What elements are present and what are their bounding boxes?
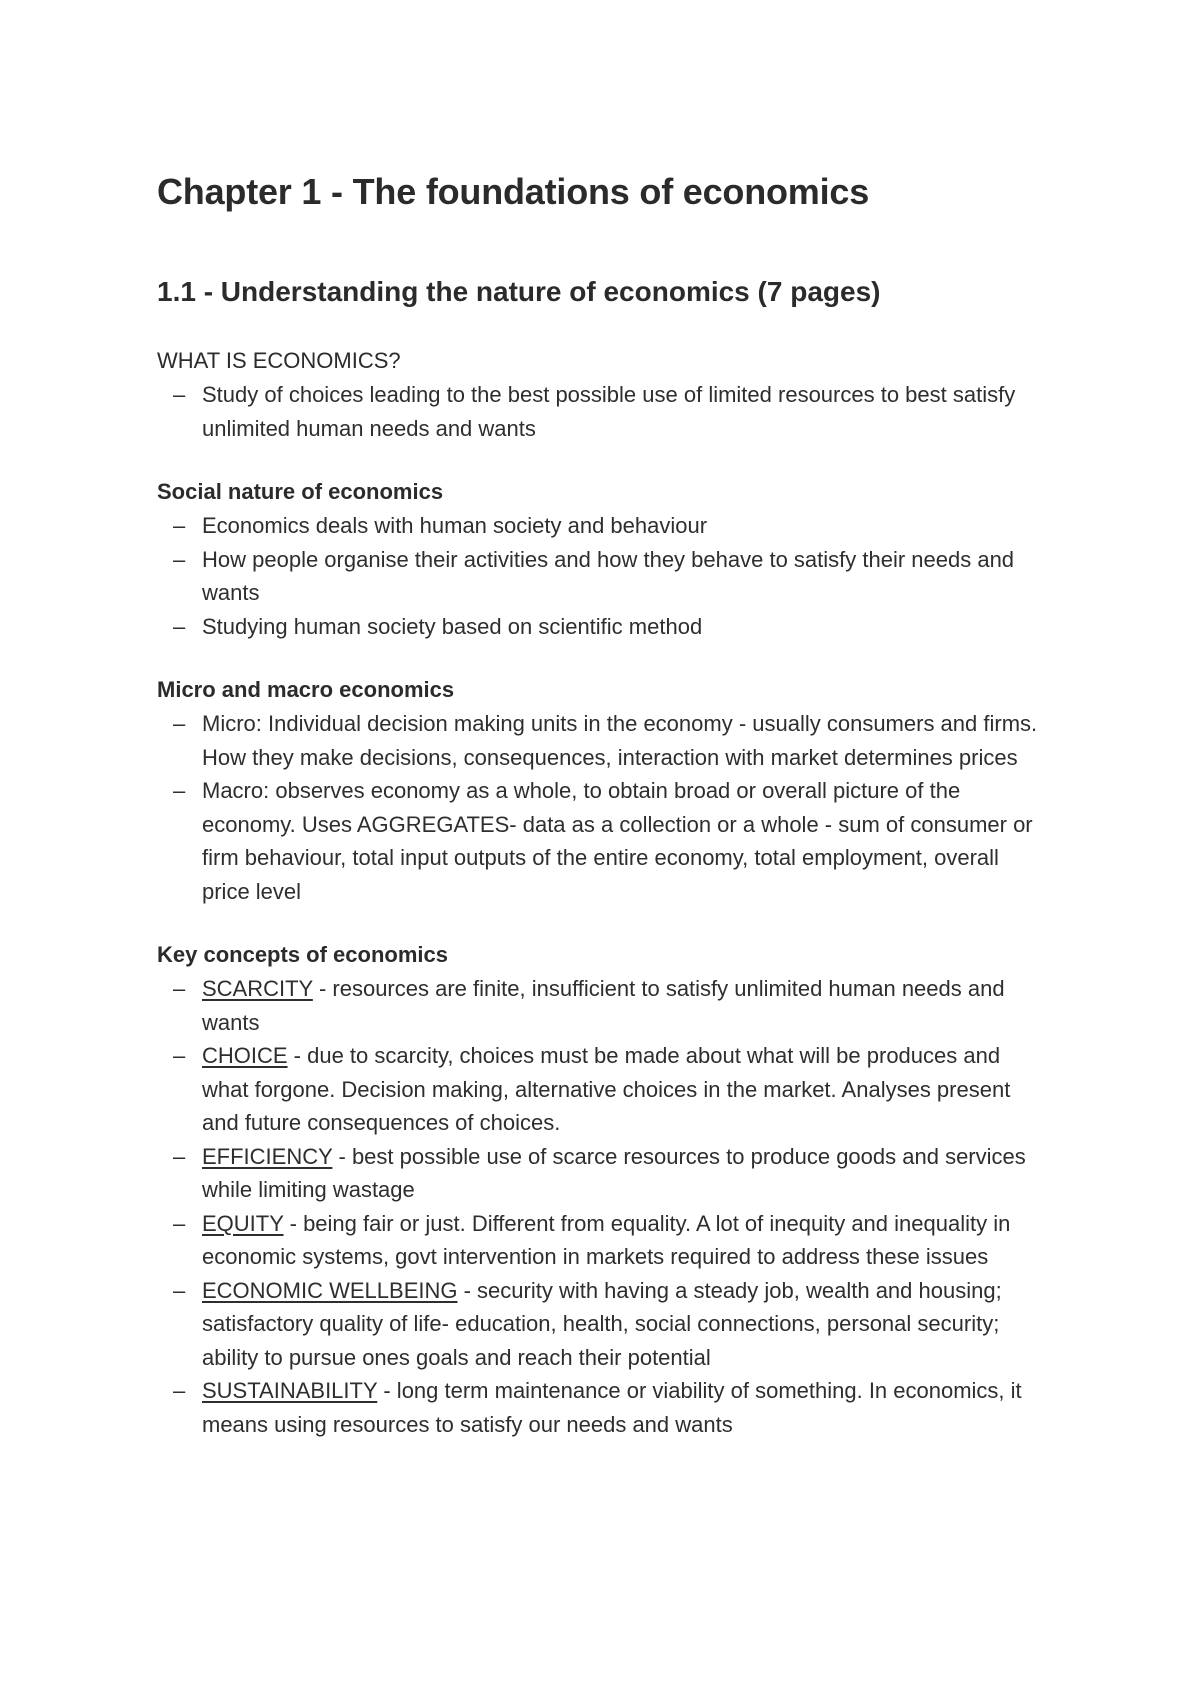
section-subtitle: 1.1 - Understanding the nature of economics (7 pages) <box>157 276 881 307</box>
concept-term: EFFICIENCY <box>202 1143 333 1169</box>
dash-bullet: – <box>173 778 186 803</box>
list-item <box>157 378 1050 445</box>
chapter-title: Chapter 1 - The foundations of economics <box>157 171 870 212</box>
list-item <box>157 707 1050 774</box>
list-item <box>157 1207 1050 1274</box>
list-item <box>157 1039 1050 1140</box>
item-text: Micro: Individual decision making units in the economy - usually consumers and firms. How they make decisions, consequences, interaction with market determines prices <box>202 711 1038 770</box>
dash-bullet: – <box>173 613 186 639</box>
dash-bullet: – <box>173 1277 186 1303</box>
concept-text: - best possible use of scarce resources to produce goods and services while limiting wastage <box>202 1143 1026 1202</box>
item-text: Economics deals with human society and behaviour <box>202 513 708 538</box>
section-heading: Social nature of economics <box>157 479 444 504</box>
concept-term: CHOICE <box>202 1043 288 1068</box>
dash-bullet: – <box>173 546 186 572</box>
concept-term: ECONOMIC WELLBEING <box>202 1277 458 1303</box>
concept-term: SCARCITY <box>202 976 313 1001</box>
list-item <box>157 543 1050 610</box>
section-heading: Key concepts of economics <box>157 942 448 967</box>
section-heading: WHAT IS ECONOMICS? <box>157 348 401 373</box>
dash-bullet: – <box>173 1378 186 1403</box>
dash-bullet: – <box>173 1043 186 1068</box>
section-micro-macro <box>157 673 1050 908</box>
section-what-is-economics <box>157 344 1050 445</box>
concept-text: - due to scarcity, choices must be made about what will be produces and what forgone. Decision making, alternative choices in the market. Analyses present and future consequences of choices. <box>202 1043 1011 1135</box>
item-text: Macro: observes economy as a whole, to obtain broad or overall picture of the economy. Uses AGGREGATES- data as a collection or a whole - sum of consumer or firm behaviour, total input outputs of the entire economy, total employment, overall price level <box>202 778 1033 904</box>
bullet-list <box>157 509 1050 643</box>
list-item <box>157 1140 1050 1207</box>
concept-text: - being fair or just. Different from equality. A lot of inequity and inequality in economic systems, govt intervention in markets required to address these issues <box>202 1210 1011 1269</box>
item-text: Studying human society based on scientific method <box>202 613 703 639</box>
concept-text: - resources are finite, insufficient to satisfy unlimited human needs and wants <box>202 976 1005 1035</box>
bullet-list <box>157 707 1050 908</box>
section-key-concepts <box>157 938 1050 1441</box>
list-item <box>157 774 1050 908</box>
concept-text: - long term maintenance or viability of something. In economics, it means using resources to satisfy our needs and wants <box>202 1378 1022 1437</box>
bullet-list <box>157 972 1050 1441</box>
section-social-nature <box>157 475 1050 643</box>
dash-bullet: – <box>173 1143 186 1169</box>
item-text: How people organise their activities and how they behave to satisfy their needs and wants <box>202 546 1015 605</box>
bullet-list <box>157 378 1050 445</box>
section-heading: Micro and macro economics <box>157 677 455 702</box>
dash-bullet: – <box>173 711 186 736</box>
list-item <box>157 1374 1050 1441</box>
concept-term: EQUITY <box>202 1210 284 1236</box>
dash-bullet: – <box>173 976 186 1001</box>
dash-bullet: – <box>173 1210 186 1236</box>
concept-term: SUSTAINABILITY <box>202 1378 378 1403</box>
list-item <box>157 1274 1050 1375</box>
dash-bullet: – <box>173 513 186 538</box>
list-item <box>157 509 1050 543</box>
concept-text: - security with having a steady job, wealth and housing; satisfactory quality of life- education, health, social connections, personal security; ability to pursue ones goals and reach their potential <box>202 1277 1002 1370</box>
dash-bullet: – <box>173 382 186 407</box>
list-item <box>157 610 1050 644</box>
list-item <box>157 972 1050 1039</box>
item-text: Study of choices leading to the best possible use of limited resources to best satisfy unlimited human needs and wants <box>202 382 1016 441</box>
